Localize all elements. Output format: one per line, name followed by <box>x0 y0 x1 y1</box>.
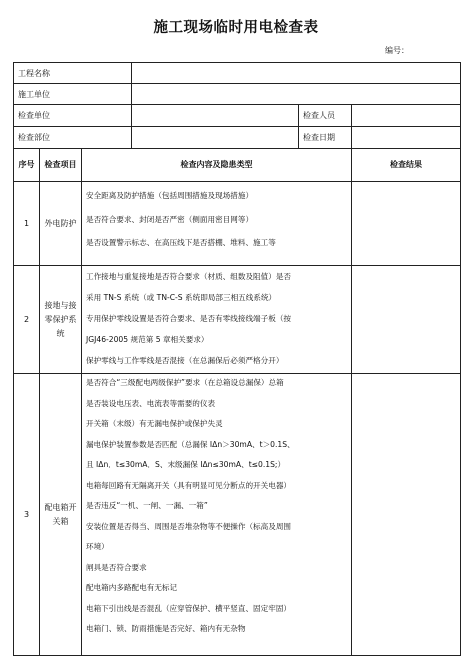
row-number: 3 <box>14 374 40 656</box>
inspection-unit-value[interactable] <box>132 105 299 127</box>
content-line: 是否装设电压表、电流表等需要的仪表 <box>86 398 216 408</box>
inspection-date-value[interactable] <box>352 127 461 149</box>
inspection-dept-value[interactable] <box>132 127 299 149</box>
content-line: 是否违反“一机、一闸、一漏、一箱” <box>86 501 208 510</box>
content-line: 电箱每回路有无隔离开关（具有明显可见分断点的开关电器） <box>86 480 292 490</box>
content-line: 电箱下引出线是否混乱（应穿管保护、横平竖直、固定牢固） <box>86 603 292 613</box>
content-line: 是否设置警示标志、在高压线下是否搭棚、堆料、施工等 <box>86 238 276 247</box>
content-line: 工作接地与重复接地是否符合要求（材质、组数及阻值）是否 <box>86 272 292 281</box>
inspection-table <box>13 62 461 656</box>
content-line: 漏电保护装置参数是否匹配（总漏保 IΔn＞30mA、t＞0.1S、 <box>86 439 295 449</box>
document-title: 施工现场临时用电检查表 <box>153 19 319 36</box>
construction-unit-row <box>14 84 461 105</box>
content-line: 开关箱（末级）有无漏电保护或保护失灵 <box>86 419 223 428</box>
table-row <box>14 266 461 374</box>
row-item: 配电箱开关箱 <box>40 374 82 656</box>
result-header: 检查结果 <box>352 149 461 182</box>
table-row <box>14 182 461 266</box>
content-line: JGJ46-2005 规范第 5 章相关要求） <box>86 334 209 344</box>
inspection-unit-label: 检查单位 <box>14 105 132 127</box>
content-line: 环境） <box>86 542 109 551</box>
inspection-date-label: 检查日期 <box>299 127 352 149</box>
row-number: 2 <box>14 266 40 374</box>
content-line: 是否符合要求、封闭是否严密（侧面用密目网等） <box>86 214 254 224</box>
content-line: 电箱门、锁、防雨措施是否完好、箱内有无杂物 <box>86 624 246 633</box>
content-line: 专用保护零线设置是否符合要求、是否有零线接线端子板（按 <box>86 314 292 323</box>
project-name-label: 工程名称 <box>14 63 132 84</box>
content-line: 且 IΔn．t≤30mA．S、末级漏保 IΔn≤30mA、t≤0.1S;） <box>86 460 286 469</box>
seq-header: 序号 <box>14 149 40 182</box>
content-line: 安全距离及防护措施（包括周围措施及现场措施） <box>86 191 254 200</box>
project-name-row <box>14 63 461 84</box>
content-header: 检查内容及隐患类型 <box>82 149 352 182</box>
item-header: 检查项目 <box>40 149 82 182</box>
inspection-unit-row <box>14 105 461 127</box>
content-line: 是否符合“三级配电两级保护”要求（在总箱设总漏保）总箱 <box>86 378 284 387</box>
row-result[interactable] <box>352 266 461 374</box>
row-item: 接地与接零保护系统 <box>40 266 82 374</box>
content-line: 配电箱内多路配电有无标记 <box>86 583 178 592</box>
project-name-value[interactable] <box>132 63 461 84</box>
row-number: 1 <box>14 182 40 266</box>
row-result[interactable] <box>352 374 461 656</box>
row-result[interactable] <box>352 182 461 266</box>
row-content <box>82 374 352 656</box>
row-item: 外电防护 <box>40 182 82 266</box>
row-content <box>82 266 352 374</box>
inspector-label: 检查人员 <box>299 105 352 127</box>
serial-number-label: 编号： <box>385 46 409 55</box>
construction-unit-label: 施工单位 <box>14 84 132 105</box>
content-line: 保护零线与工作零线是否混接（在总漏保后必须严格分开） <box>86 356 284 365</box>
content-line: 安装位置是否得当、周围是否堆杂物等不便操作（标高及周围 <box>86 521 292 531</box>
content-line: 闸具是否符合要求 <box>86 562 147 572</box>
inspector-value[interactable] <box>352 105 461 127</box>
row-content <box>82 182 352 266</box>
column-header-row <box>14 149 461 182</box>
inspection-dept-label: 检查部位 <box>14 127 132 149</box>
construction-unit-value[interactable] <box>132 84 461 105</box>
content-line: 采用 TN-S 系统（或 TN-C-S 系统即局部三相五线系统） <box>86 292 277 302</box>
table-row <box>14 374 461 656</box>
inspection-dept-row <box>14 127 461 149</box>
